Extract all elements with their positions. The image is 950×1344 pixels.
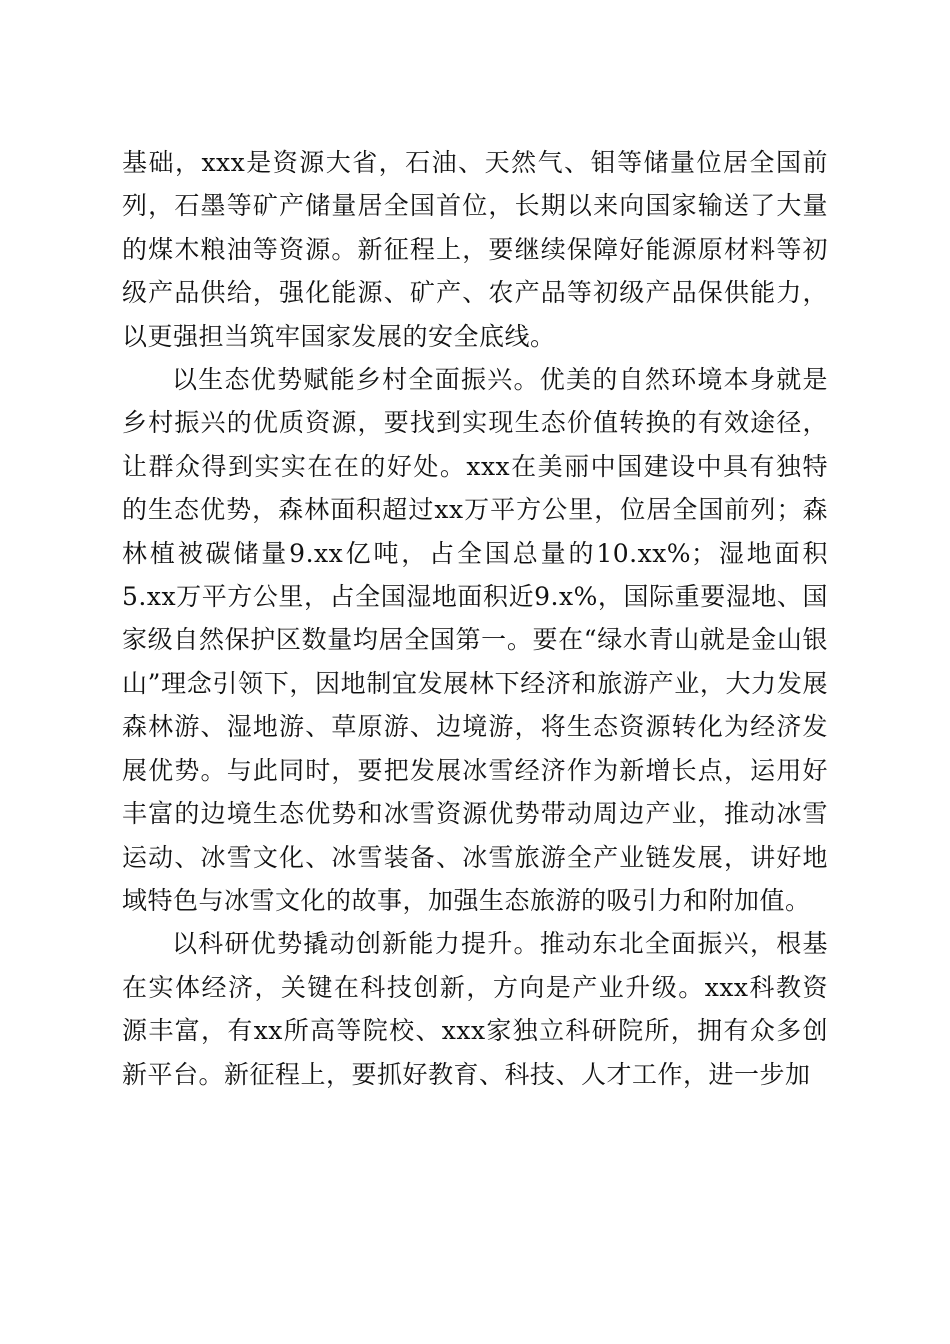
document-page [122,141,828,1096]
paragraph-research: 以科研优势撬动创新能力提升。推动东北全面振兴，根基在实体经济，关键在科技创新，方向是产业升级。xxx科教资源丰富，有xx所高等院校、xxx家独立科研院所，拥有众多创新平台。新征程上，要抓好教育、科技、人才工作，进一步加 [122,929,828,1089]
paragraph-resources-continued: 基础，xxx是资源大省，石油、天然气、钼等储量位居全国前列，石墨等矿产储量居全国首位，长期以来向国家输送了大量的煤木粮油等资源。新征程上，要继续保障好能源原材料等初级产品供给，强化能源、矿产、农产品等初级产品保供能力，以更强担当筑牢国家发展的安全底线。 [122,148,828,351]
paragraph-ecology: 以生态优势赋能乡村全面振兴。优美的自然环境本身就是乡村振兴的优质资源，要找到实现生态价值转换的有效途径，让群众得到实实在在的好处。xxx在美丽中国建设中具有独特的生态优势，森林面积超过xx万平方公里，位居全国前列；森林植被碳储量9.xx亿吨，占全国总量的10.xx%；湿地面积5.xx万平方公里，占全国湿地面积近9.x%，国际重要湿地、国家级自然保护区数量均居全国第一。要在“绿水青山就是金山银山”理念引领下，因地制宜发展林下经济和旅游产业，大力发展森林游、湿地游、草原游、边境游，将生态资源转化为经济发展优势。与此同时，要把发展冰雪经济作为新增长点，运用好丰富的边境生态优势和冰雪资源优势带动周边产业，推动冰雪运动、冰雪文化、冰雪装备、冰雪旅游全产业链发展，讲好地域特色与冰雪文化的故事，加强生态旅游的吸引力和附加值。 [122,365,828,915]
